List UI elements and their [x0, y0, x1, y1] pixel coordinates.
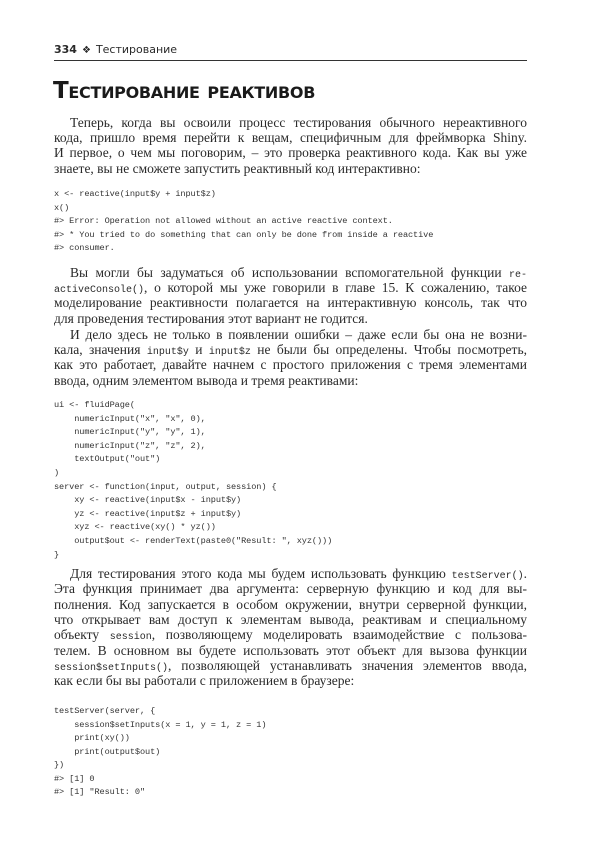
- code-line: testServer(server, {: [54, 706, 156, 716]
- code-line: xy <- reactive(input$x - input$y): [54, 495, 242, 506]
- text-run: для проведения тестирования этот вариант не годится.: [54, 310, 368, 326]
- text-run: объекту: [54, 627, 110, 643]
- section-name: Тестирование: [95, 43, 178, 56]
- code-line: }): [54, 760, 65, 770]
- code-line: ): [54, 468, 60, 478]
- code-line: server <- function(input, output, session) {: [54, 481, 277, 492]
- text-run: что открывает вам доступ к элементам вывода, реактивам и специальному: [54, 611, 527, 627]
- paragraph-line: [54, 357, 527, 372]
- code-line: session$setInputs(x = 1, y = 1, z = 1): [54, 719, 267, 730]
- code-line: #> Error: Operation not allowed without an active reactive context.: [54, 216, 393, 226]
- text-run: И дело здесь не только в появлении ошибки – даже если бы она не возни-: [70, 327, 527, 342]
- inline-code: input$y: [146, 347, 189, 359]
- text-run: полнения. Код запускается в особом окружении, внутри серверной функции,: [54, 596, 527, 612]
- code-line: x(): [54, 202, 70, 213]
- paragraph-line: [54, 161, 527, 176]
- code-line: numericInput("x", "x", 0),: [54, 413, 206, 424]
- paragraph-line: [54, 295, 527, 310]
- paragraph-line: [54, 627, 527, 642]
- code-line: xyz <- reactive(xy() * yz()): [54, 522, 216, 533]
- inline-code: re-: [508, 270, 527, 281]
- text-run: , о которой мы уже говорили в главе 15. К сожалению, такое: [144, 280, 527, 296]
- text-run: , позволяющему моделировать взаимодействие с пользова-: [151, 627, 527, 643]
- text-run: кода, пришло время перейти к вещам, специфичным для фреймворка Shiny.: [54, 130, 527, 146]
- text-run: и: [188, 342, 209, 358]
- text-run: И первое, о чем мы поговорим, – это проверка реактивного кода. Как вы уже: [54, 145, 527, 161]
- paragraph-line: [54, 145, 527, 160]
- text-run: .: [523, 566, 527, 581]
- paragraph-line: [54, 673, 527, 688]
- code-line: x <- reactive(input$y + input$z): [54, 189, 216, 199]
- text-run: Для тестирования этого кода мы будем использовать функцию: [70, 566, 452, 581]
- paragraph-line: [54, 311, 527, 326]
- page-number: 334: [54, 43, 77, 56]
- text-run: Эта функция принимает два аргумента: серверную функцию и код для вы-: [54, 581, 527, 597]
- code-line: #> * You tried to do something that can only be done from inside a reactive: [54, 229, 434, 240]
- paragraph-line: [54, 612, 527, 627]
- paragraph-line: [54, 280, 527, 295]
- text-run: ввода, одним элементом вывода и тремя реактивами:: [54, 372, 359, 388]
- text-run: кала, значения: [54, 342, 147, 358]
- text-run: Теперь, когда вы освоили процесс тестирования обычного нереактивного: [70, 115, 527, 130]
- paragraph-line: [54, 373, 527, 388]
- paragraph-line: [54, 342, 527, 357]
- section-title: Тестирование реактивов: [53, 78, 316, 104]
- text-run: моделирование реактивности полагается на интерактивную консоль, так что: [54, 295, 527, 311]
- code-line: print(xy()): [54, 733, 130, 743]
- text-run: как если бы вы работали с приложением в браузере:: [54, 673, 355, 689]
- text-run: Вы могли бы задуматься об использовании вспомогательной функции: [70, 265, 509, 280]
- code-line: }: [54, 549, 60, 560]
- inline-code: session$setInputs(): [54, 662, 169, 674]
- code-line: output$out <- renderText(paste0("Result: ", xyz())): [54, 536, 333, 546]
- running-header: [54, 42, 527, 61]
- code-line: #> [1] 0: [54, 773, 95, 784]
- inline-code: testServer(): [451, 571, 524, 582]
- paragraph-line: [54, 115, 527, 130]
- paragraph-line: [54, 658, 527, 673]
- paragraph-line: [54, 643, 527, 658]
- code-line: textOutput("out"): [54, 454, 161, 465]
- text-run: не были бы определены. Чтобы посмотреть,: [250, 342, 527, 358]
- code-line: #> [1] "Result: 0": [54, 787, 146, 797]
- code-line: numericInput("z", "z", 2),: [54, 440, 206, 451]
- ornament-icon: ❖: [81, 45, 91, 56]
- paragraph-line: [54, 265, 527, 280]
- code-line: #> consumer.: [54, 243, 115, 253]
- text-run: знаете, вы не сможете запустить реактивный код интерактивно:: [54, 160, 421, 176]
- paragraph-line: [54, 130, 527, 145]
- paragraph-line: [54, 566, 527, 581]
- code-line: ui <- fluidPage(: [54, 400, 135, 410]
- paragraph-line: [54, 327, 527, 342]
- text-run: как это работает, давайте начнем с простого приложения с тремя элементами: [54, 357, 527, 373]
- inline-code: activeConsole(): [54, 285, 145, 297]
- text-run: , позволяющей устанавливать значения элементов ввода,: [168, 657, 527, 673]
- inline-code: session: [109, 632, 152, 644]
- paragraph-line: [54, 597, 527, 612]
- code-line: yz <- reactive(input$z + input$y): [54, 508, 242, 519]
- paragraph-line: [54, 581, 527, 596]
- inline-code: input$z: [208, 347, 251, 359]
- text-run: телем. В основном вы будете использовать этот объект для вызова функции: [54, 642, 527, 658]
- code-line: numericInput("y", "y", 1),: [54, 427, 206, 438]
- code-line: print(output$out): [54, 746, 161, 757]
